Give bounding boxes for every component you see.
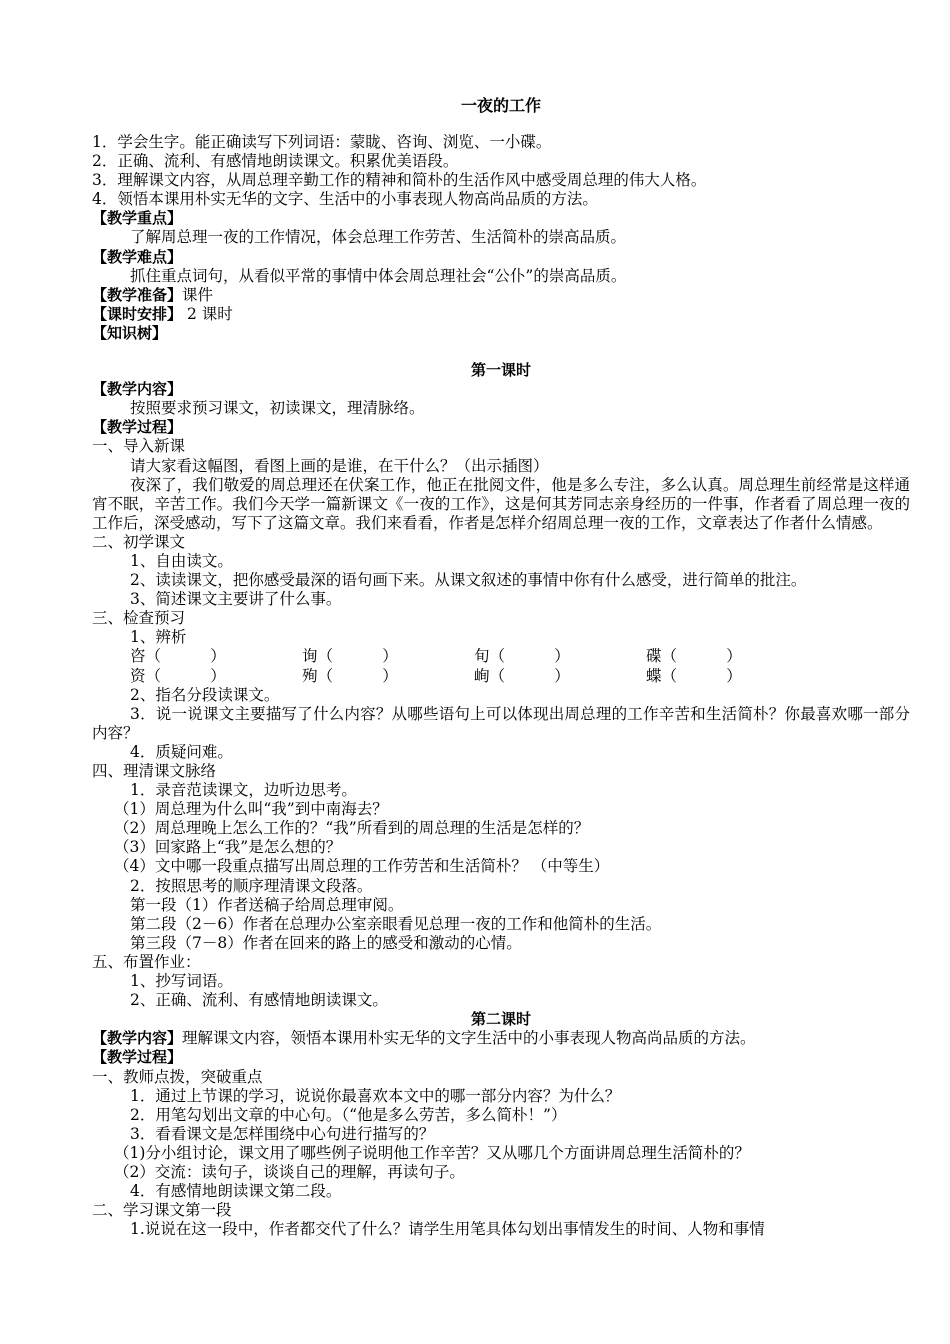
grid-cell: 蝶（ ） <box>646 666 742 685</box>
grid-cell: 旬（ ） <box>474 647 570 666</box>
lesson1-process-label: 【教学过程】 <box>92 418 183 437</box>
lesson1-heading: 第一课时 <box>470 361 531 380</box>
objective-4: 4．领悟本课用朴实无华的文字、生活中的小事表现人物高尚品质的方法。 <box>92 190 598 209</box>
first-read-3: 3、简述课文主要讲了什么事。 <box>130 590 342 609</box>
prep-row <box>92 286 910 305</box>
lesson2-process-label: 【教学过程】 <box>92 1048 183 1067</box>
paragraph-1: 第一段（1）作者送稿子给周总理审阅。 <box>130 895 404 914</box>
lesson1-content-text: 按照要求预习课文，初读课文，理清脉络。 <box>130 399 425 418</box>
key-point-label: 【教学重点】 <box>92 209 183 228</box>
homework-1: 1、抄写词语。 <box>130 972 233 991</box>
check-1: 1、辨析 <box>130 628 187 647</box>
paragraph-3: 第三段（7－8）作者在回来的路上的感受和激动的心情。 <box>130 933 522 952</box>
knowledge-tree-label: 【知识树】 <box>92 323 168 342</box>
intro-paragraph: 夜深了，我们敬爱的周总理还在伏案工作，他正在批阅文件，他是多么专注，多么认真。周总理生前经常是这样通宵不眠，辛苦工作。我们今天学一篇新课文《一夜的工作》，这是何其芳同志亲身经历的一件事，作者看了周总理一夜的工作后，深受感动，写下了这篇文章。我们来看看，作者是怎样介绍周总理一夜的工作，文章表达了作者什么情感。 <box>92 475 910 532</box>
schedule-row <box>92 305 910 324</box>
section-first-read: 二、初学课文 <box>92 532 186 551</box>
document-page <box>92 95 910 1239</box>
check-2: 2、指名分段读课文。 <box>130 685 280 704</box>
char-distinguish-grid <box>92 647 910 685</box>
section-homework: 五、布置作业： <box>92 952 201 971</box>
check-4: 4．质疑问难。 <box>130 742 233 761</box>
objective-2: 2．正确、流利、有感情地朗读课文。积累优美语段。 <box>92 152 459 171</box>
lesson2-section-1: 一、教师点拨，突破重点 <box>92 1067 263 1086</box>
section-structure: 四、理清课文脉络 <box>92 762 217 780</box>
lesson2-content-label: 【教学内容】 <box>92 1029 183 1048</box>
homework-2: 2、正确、流利、有感情地朗读课文。 <box>130 991 388 1010</box>
structure-2: 2．按照思考的顺序理清课文段落。 <box>130 876 373 895</box>
check-3: 3．说一说课文主要描写了什么内容？从哪些语句上可以体现出周总理的工作辛苦和生活简朴？你最喜欢哪一部分内容？ <box>92 704 910 742</box>
grid-cell: 殉（ ） <box>302 666 398 685</box>
grid-cell: 资（ ） <box>130 666 226 685</box>
document-title: 一夜的工作 <box>460 96 541 115</box>
paragraph-2: 第二段（2－6）作者在总理办公室亲眼看见总理一夜的工作和他简朴的生活。 <box>130 914 662 933</box>
structure-q1: （1）周总理为什么叫“我”到中南海去？ <box>114 800 388 819</box>
schedule-text: 2 课时 <box>182 304 233 323</box>
difficulty-text: 抓住重点词句，从看似平常的事情中体会周总理社会“公仆”的崇高品质。 <box>130 266 627 285</box>
lesson2-content-text: 理解课文内容，领悟本课用朴实无华的文字生活中的小事表现人物高尚品质的方法。 <box>182 1029 756 1048</box>
objective-3: 3．理解课文内容，从周总理辛勤工作的精神和简朴的生活作风中感受周总理的伟大人格。 <box>92 171 707 190</box>
structure-q3: （3）回家路上“我”是怎么想的？ <box>114 838 342 857</box>
difficulty-label: 【教学难点】 <box>92 247 183 266</box>
prep-label: 【教学准备】 <box>92 285 183 304</box>
lesson2-item-2: 2．用笔勾划出文章的中心句。（“他是多么劳苦，多么简朴！”） <box>130 1105 567 1124</box>
lesson2-item-3a: （1)分小组讨论，课文用了哪些例子说明他工作辛苦？又从哪几个方面讲周总理生活简朴的？ <box>114 1143 750 1162</box>
lesson2-item-1: 1．通过上节课的学习，说说你最喜欢本文中的哪一部分内容？为什么？ <box>130 1086 621 1105</box>
prep-text: 课件 <box>182 285 214 304</box>
key-point-text: 了解周总理一夜的工作情况，体会总理工作劳苦、生活简朴的崇高品质。 <box>130 228 627 247</box>
structure-1: 1．录音范读课文，边听边思考。 <box>130 781 357 800</box>
grid-cell: 峋（ ） <box>474 666 570 685</box>
lesson2-heading: 第二课时 <box>470 1010 531 1029</box>
structure-q2: （2）周总理晚上怎么工作的？“我”所看到的周总理的生活是怎样的？ <box>114 819 590 838</box>
intro-question: 请大家看这幅图，看图上画的是谁，在干什么？（出示插图） <box>130 456 549 475</box>
lesson2-content-row <box>92 1029 910 1048</box>
lesson2-item-3: 3．看看课文是怎样围绕中心句进行描写的？ <box>130 1124 435 1143</box>
grid-cell: 询（ ） <box>302 647 398 666</box>
lesson2-section-2-item-1: 1.说说在这一段中，作者都交代了什么？请学生用笔具体勾划出事情发生的时间、人物和事情 <box>130 1220 765 1239</box>
lesson2-item-3b: （2）交流：读句子，谈谈自己的理解，再读句子。 <box>114 1162 465 1181</box>
schedule-label: 【课时安排】 <box>92 304 183 323</box>
grid-cell: 碟（ ） <box>646 647 742 666</box>
lesson2-section-2: 二、学习课文第一段 <box>92 1201 232 1220</box>
structure-q4: （4）文中哪一段重点描写出周总理的工作劳苦和生活简朴？ （中等生） <box>114 857 610 876</box>
first-read-1: 1、自由读文。 <box>130 551 233 570</box>
section-check-preview: 三、检查预习 <box>92 609 186 628</box>
objective-1: 1．学会生字。能正确读写下列词语：蒙眬、咨询、浏览、一小碟。 <box>92 133 552 151</box>
lesson1-content-label: 【教学内容】 <box>92 380 183 399</box>
lesson2-item-4: 4．有感情地朗读课文第二段。 <box>130 1182 342 1201</box>
grid-cell: 咨（ ） <box>130 647 226 666</box>
first-read-2: 2、读读课文，把你感受最深的语句画下来。从课文叙述的事情中你有什么感受，进行简单的批注。 <box>130 571 807 590</box>
section-intro: 一、导入新课 <box>92 437 186 456</box>
